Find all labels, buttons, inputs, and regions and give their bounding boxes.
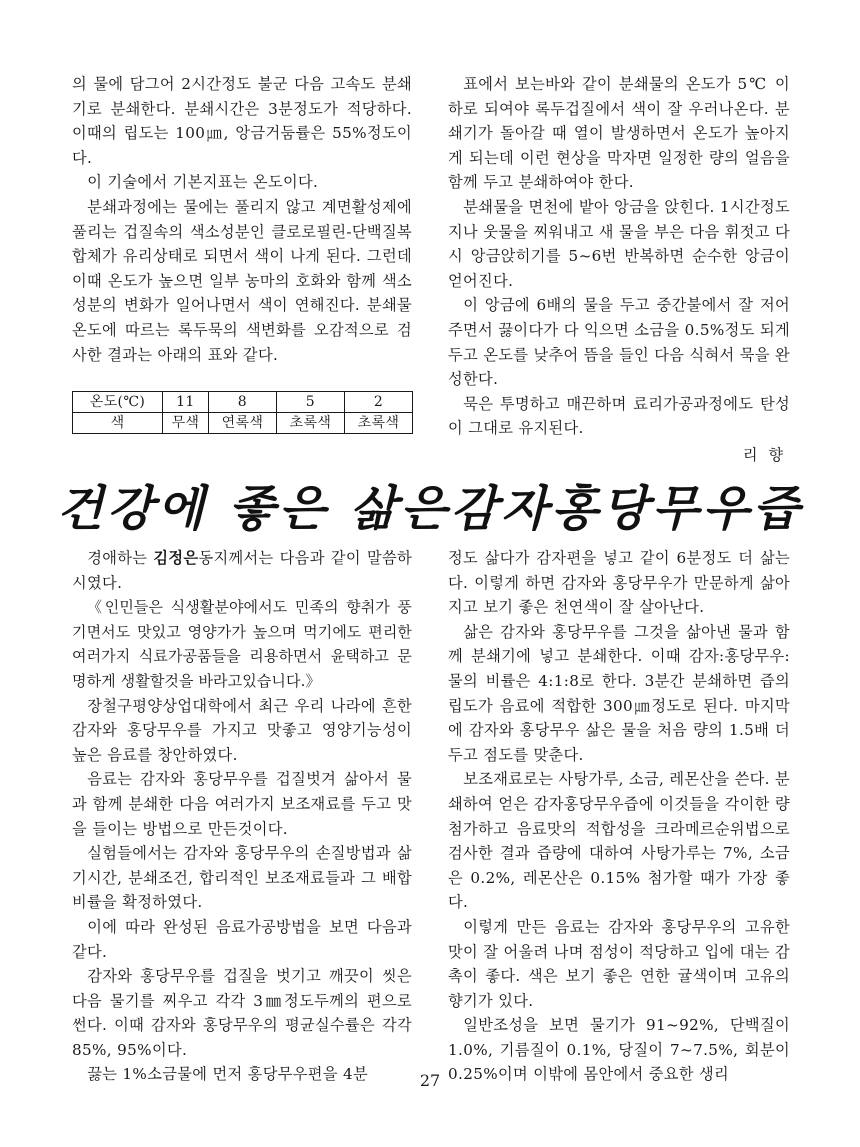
- author-name: 리 향: [742, 445, 786, 464]
- paragraph: 장철구평양상업대학에서 최근 우리 나라에 흔한 감자와 홍당무우를 가지고 맛좋고 영양기능성이 높은 음료를 창안하였다.: [72, 696, 412, 764]
- color-temperature-table: [72, 391, 413, 434]
- paragraph: 감자와 홍당무우를 겁질을 벗기고 깨끗이 씻은 다음 물기를 찌우고 각각 3㎜정도두께의 편으로 썬다. 이때 감자와 홍당무우의 평균실수률은 각각 85%, 95%이다.: [72, 967, 412, 1059]
- paragraph: 삶은 감자와 홍당무우를 그것을 삶아낸 물과 함께 분쇄기에 넣고 분쇄한다. 이때 감자:홍당무우:물의 비률은 4:1:8로 한다. 3분간 분쇄하면 즙의 립도가 음료에 적합한 300㎛정도로 된다. 마지막에 감자와 홍당무우 삶은 물을 처음 량의 1.5배 더 두고 점도를 맞춘다.: [448, 622, 790, 764]
- paragraph: 이 기술에서 기본지표는 온도이다.: [87, 173, 319, 192]
- paragraph: 보조재료로는 사탕가루, 소금, 레몬산을 쓴다. 분쇄하여 얻은 감자홍당무우즙에 이것들을 각이한 량 첨가하고 음료맛의 적합성을 크라메르순위법으로 검사한 결과 즙량에 대하여 사탕가루는 7%, 소금은 0.2%, 레몬산은 0.15% 첨가할 때가 가장 좋다.: [448, 770, 791, 912]
- paragraph: 이에 따라 완성된 음료가공방법을 보면 다음과 같다.: [72, 917, 412, 961]
- table-cell: 2: [344, 392, 412, 413]
- paragraph: [72, 546, 412, 595]
- paragraph: 표에서 보는바와 같이 분쇄물의 온도가 5℃ 이하로 되여야 록두겁질에서 색이 잘 우러나온다. 분쇄기가 돌아갈 때 열이 발생하면서 온도가 높아지게 되는데 이런 현상을 막자면 일정한 량의 얼음을 함께 두고 분쇄하여야 한다.: [448, 75, 790, 192]
- intro-text: 경애하는: [87, 549, 154, 567]
- paragraph: 이렇게 만든 음료는 감자와 홍당무우의 고유한 맛이 잘 어울려 나며 점성이 적당하고 입에 대는 감촉이 좋다. 색은 보기 좋은 연한 귤색이며 고유의 향기가 있다.: [448, 917, 790, 1010]
- paragraph: 분쇄과정에는 물에는 풀리지 않고 계면활성제에 풀리는 겁질속의 색소성분인 클로로필린-단백질복합체가 유리상태로 되면서 색이 나게 된다. 그런데 이때 온도가 높으면 일부 농마의 호화와 함께 색소성분의 변화가 일어나면서 색이 연해진다. 분쇄물온도에 따르는 록두묵의 색변화를 오감적으로 검사한 결과는 아래의 표와 같다.: [72, 197, 412, 364]
- top-left-column: [72, 72, 412, 434]
- table-row: [73, 392, 413, 413]
- article-headline: 건강에 좋은 삶은감자홍당무우즙: [56, 481, 804, 537]
- table-cell: 5: [276, 392, 344, 413]
- table-cell: 무색: [163, 413, 209, 434]
- page-number: 27: [419, 1071, 441, 1090]
- table-cell: 초록색: [344, 413, 412, 434]
- paragraph: 의 물에 담그어 2시간정도 불군 다음 고속도 분쇄기로 분쇄한다. 분쇄시간은 3분정도가 적당하다. 이때의 립도는 100㎛, 앙금거둠률은 55%정도이다.: [72, 75, 412, 167]
- paragraph: 일반조성을 보면 물기가 91~92%, 단백질이 1.0%, 기름질이 0.1%, 당질이 7~7.5%, 회분이 0.25%이며 이밖에 몸안에서 중요한 생리: [448, 1016, 790, 1084]
- bottom-right-column: [448, 546, 790, 1087]
- paragraph: 끓는 1%소금물에 먼저 홍당무우편을 4분: [87, 1065, 369, 1084]
- table-cell: 11: [163, 392, 209, 413]
- intro-text: 동지께서는 다음과 같이 말씀하시였다.: [72, 549, 413, 592]
- table-row: [73, 413, 413, 434]
- paragraph: 이 앙금에 6배의 물을 두고 중간불에서 잘 저어주면서 끓이다가 다 익으면 소금을 0.5%정도 되게 두고 온도를 낮추어 뜸을 들인 다음 식혀서 묵을 완성한다.: [448, 296, 790, 389]
- paragraph: 음료는 감자와 홍당무우를 겁질벗겨 삶아서 물과 함께 분쇄한 다음 여러가지 보조재료를 두고 맛을 들이는 방법으로 만든것이다.: [72, 770, 412, 838]
- table-cell: 색: [73, 413, 163, 434]
- quotation: 《인민들은 식생활분야에서도 민족의 향취가 풍기면서도 맛있고 영양가가 높으며 먹기에도 편리한 여러가지 식료가공품들을 리용하면서 윤택하고 문명하게 생활할것을 바라고있습니다.》: [72, 598, 412, 690]
- top-right-column: [448, 72, 790, 468]
- table-cell: 8: [208, 392, 276, 413]
- table-cell: 초록색: [276, 413, 344, 434]
- paragraph: 정도 삶다가 감자편을 넣고 같이 6분정도 더 삶는다. 이렇게 하면 감자와 홍당무우가 만문하게 삶아지고 보기 좋은 천연색이 잘 살아난다.: [448, 549, 790, 617]
- leader-name: 김정은: [153, 549, 199, 567]
- table-cell: 연록색: [208, 413, 276, 434]
- paragraph: 분쇄물을 면천에 밭아 앙금을 앉힌다. 1시간정도 지나 웃물을 찌워내고 새 물을 부은 다음 휘젓고 다시 앙금앉히기를 5~6번 반복하면 순수한 앙금이 얻어진다.: [448, 197, 790, 290]
- bottom-left-column: [72, 546, 412, 1087]
- table-cell: 온도(℃): [73, 392, 163, 413]
- paragraph: 묵은 투명하고 매끈하며 료리가공과정에도 탄성이 그대로 유지된다.: [448, 394, 790, 438]
- paragraph: 실험들에서는 감자와 홍당무우의 손질방법과 삶기시간, 분쇄조건, 합리적인 보조재료들과 그 배합비률을 확정하였다.: [72, 844, 412, 912]
